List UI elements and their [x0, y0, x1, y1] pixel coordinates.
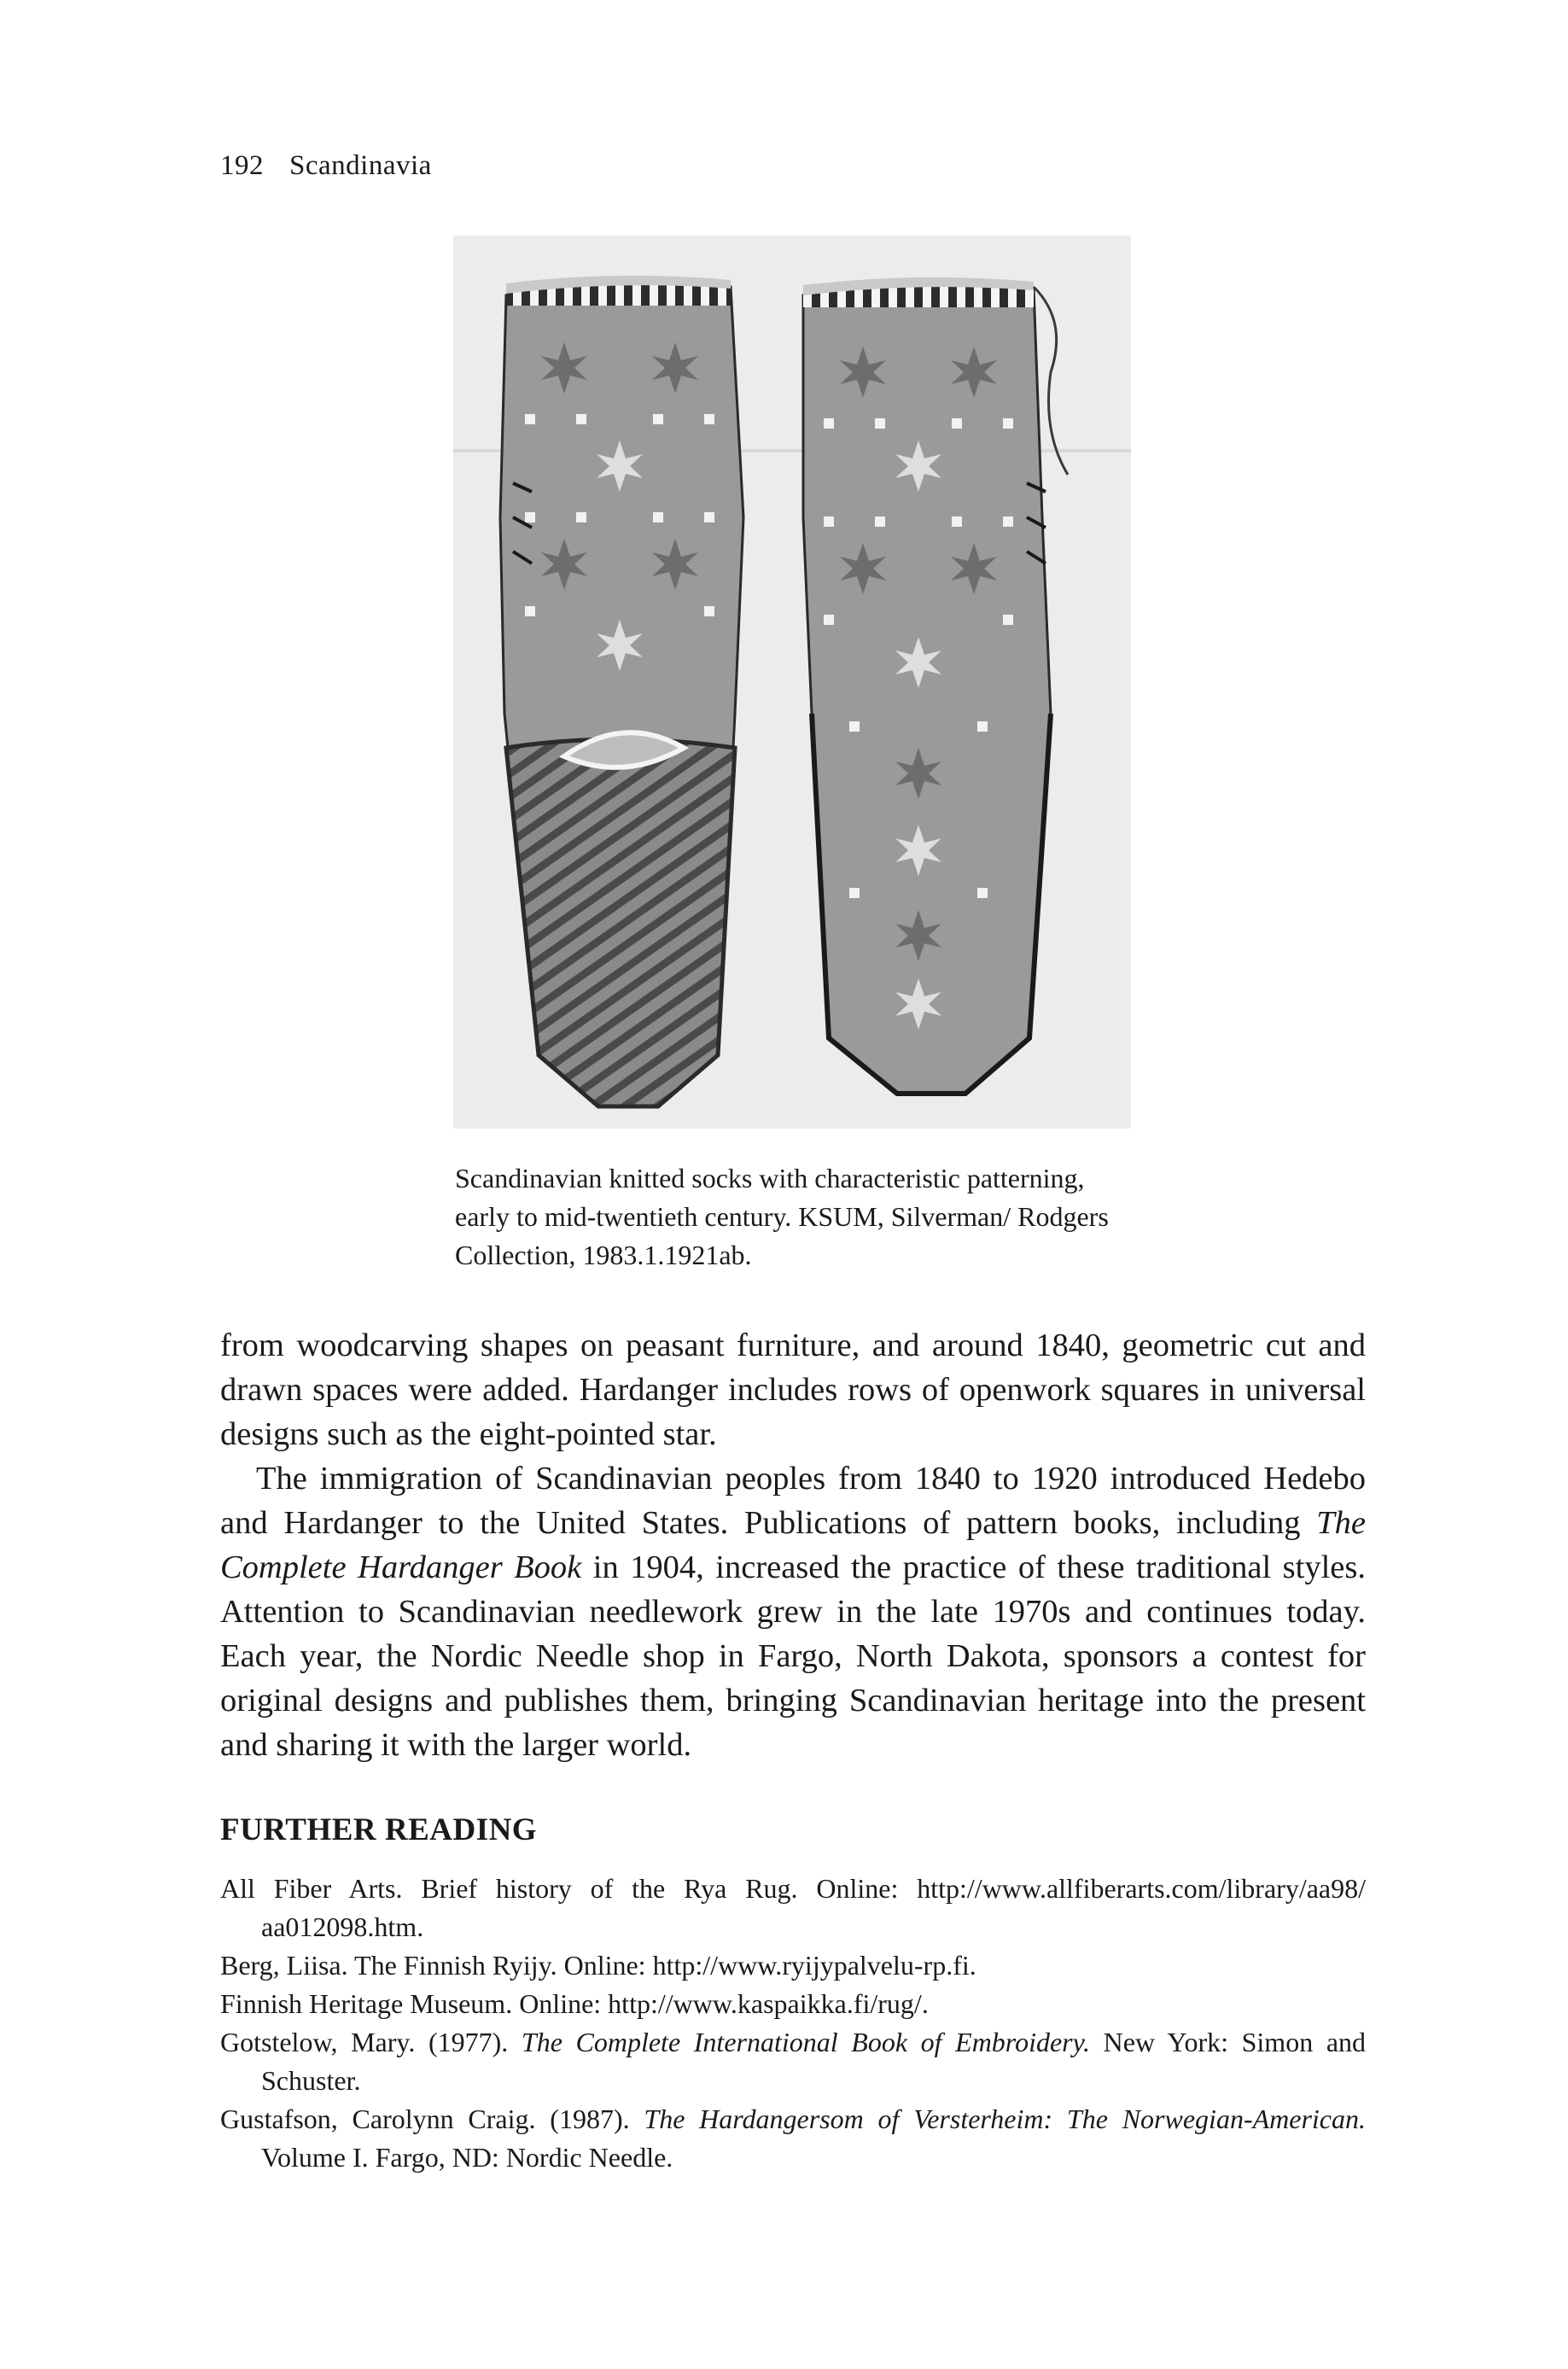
figure-caption: Scandinavian knitted socks with characteristic patterning, early to mid-twentieth century. KSUM, Silverman/ Rodgers Collection, 1983.1.1921ab. — [455, 1163, 1109, 1270]
reference-list — [220, 1870, 1366, 2177]
reference-item: Berg, Liisa. The Finnish Ryijy. Online: http://www.ryijypalvelu-rp.fi. — [220, 1950, 976, 1981]
paragraph-2 — [220, 1456, 1366, 1767]
reference-item: All Fiber Arts. Brief history of the Rya Rug. Online: http://www.allfiberarts.com/library/aa98/ aa012098.htm. — [220, 1873, 1366, 1942]
further-reading-heading: FURTHER READING — [220, 1812, 538, 1847]
paragraph-2-end: in 1904, increased the practice of these traditional styles. Attention to Scandinavian needlework grew in the late 1970s and continues today. Each year, the Nordic Needle shop in Fargo, North Dakota, sponsors a contest for original designs and publishes them, bringing Scandinavian heritage into the present and sharing it with the larger world. — [220, 1549, 1366, 1763]
paragraph-2-start: The immigration of Scandinavian peoples from 1840 to 1920 introduced Hedebo and Hardanger to the United States. Publications of pattern books, including — [220, 1461, 1366, 1541]
book-title: The Complete Hardanger Book — [220, 1505, 1366, 1585]
reference-item: Gustafson, Carolynn Craig. (1987). The Hardangersom of Versterheim: The Norwegian-American. Volume I. Fargo, ND: Nordic Needle. — [220, 2104, 1367, 2173]
sock-photograph — [453, 236, 1131, 1129]
page-number: 192 — [220, 150, 264, 181]
body-text — [220, 1323, 1366, 1767]
right-sock — [803, 277, 1068, 1094]
paragraph-1: from woodcarving shapes on peasant furniture, and around 1840, geometric cut and drawn spaces were added. Hardanger includes rows of openwork squares in universal designs such as the eight-pointed star. — [220, 1327, 1366, 1452]
running-head — [220, 150, 432, 182]
left-sock — [500, 276, 743, 1106]
section-title: Scandinavia — [289, 150, 432, 181]
reference-item: Gotstelow, Mary. (1977). The Complete International Book of Embroidery. New York: Simon and Schuster. — [220, 2027, 1367, 2096]
reference-item: Finnish Heritage Museum. Online: http://www.kaspaikka.fi/rug/. — [220, 1988, 929, 2019]
